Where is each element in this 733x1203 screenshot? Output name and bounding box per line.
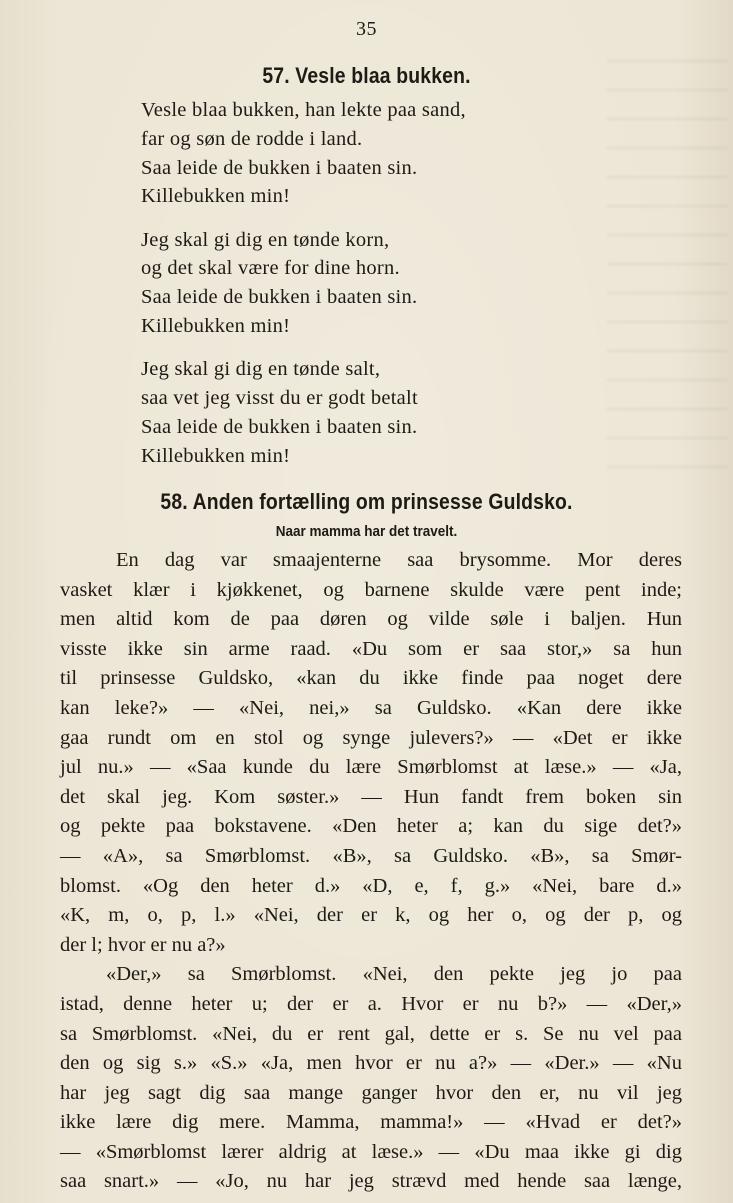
- poem-line: Jeg skal gi dig en tønde korn,: [141, 228, 390, 251]
- poem-line: Saa leide de bukken i baaten sin.: [141, 156, 418, 179]
- text-line: «Der,» sa Smørblomst. «Nei, den pekte jeg jo paa: [106, 963, 682, 986]
- text-line: har jeg sagt dig saa mange ganger hvor den er, nu vil jeg: [60, 1081, 682, 1104]
- text-line: saa snart.» — «Jo, nu har jeg strævd med hende saa længe,: [60, 1170, 682, 1193]
- poem-vesle-blaa-bukken: [141, 96, 601, 485]
- paragraph-1: [60, 546, 682, 960]
- text-line: blomst. «Og den heter d.» «D, e, f, g.» «Nei, bare d.»: [60, 874, 682, 897]
- poem-line: Jeg skal gi dig en tønde salt,: [141, 358, 381, 381]
- page-number: 35: [356, 18, 377, 40]
- text-line: — «Smørblomst lærer aldrig at læse.» — «Du maa ikke gi dig: [60, 1140, 682, 1163]
- poem-line: Killebukken min!: [141, 444, 291, 467]
- stanza-3: [141, 355, 601, 470]
- poem-line: og det skal være for dine horn.: [141, 257, 400, 280]
- text-line: gaa rundt om en stol og synge julevers?» — «Det er ikke: [60, 726, 682, 749]
- text-line: kan leke?» — «Nei, nei,» sa Guldsko. «Kan dere ikke: [60, 696, 682, 719]
- section-58-title: 58. Anden fortælling om prinsesse Guldsko.: [160, 489, 573, 514]
- poem-line: Saa leide de bukken i baaten sin.: [141, 286, 418, 309]
- poem-line: Killebukken min!: [141, 185, 291, 208]
- poem-line: Vesle blaa bukken, han lekte paa sand,: [141, 99, 466, 121]
- text-line: den og sig s.» «S.» «Ja, men hvor er nu a?» — «Der.» — «Nu: [60, 1052, 682, 1075]
- poem-line: far og søn de rodde i land.: [141, 127, 363, 150]
- text-line: «K, m, o, p, l.» «Nei, der er k, og her o, og der p, og: [60, 904, 682, 927]
- text-line: visste ikke sin arme raad. «Du som er saa stor,» sa hun: [60, 637, 682, 660]
- stanza-2: [141, 226, 601, 341]
- text-line: — «A», sa Smørblomst. «B», sa Guldsko. «B», sa Smør-: [60, 844, 682, 867]
- text-line: ikke lære dig mere. Mamma, mamma!» — «Hvad er det?»: [60, 1111, 682, 1134]
- text-line: istad, denne heter u; der er a. Hvor er nu b?» — «Der,»: [60, 992, 682, 1015]
- text-line: men altid kom de paa døren og vilde søle i baljen. Hun: [60, 608, 682, 631]
- text-line: vasket klær i kjøkkenet, og barnene skulde være pent inde;: [60, 578, 682, 601]
- text-line: og pekte paa bokstavene. «Den heter a; kan du sige det?»: [60, 815, 682, 838]
- poem-line: Saa leide de bukken i baaten sin.: [141, 415, 418, 438]
- story-text: [60, 546, 682, 1197]
- text-line: jul nu.» — «Saa kunde du lære Smørblomst at læse.» — «Ja,: [60, 756, 682, 779]
- section-57-title: 57. Vesle blaa bukken.: [262, 63, 471, 88]
- text-line: der l; hvor er nu a?»: [60, 933, 226, 956]
- section-58-subtitle: Naar mamma har det travelt.: [275, 523, 458, 540]
- poem-line: Killebukken min!: [141, 315, 291, 338]
- text-line: sa Smørblomst. «Nei, du er rent gal, dette er s. Se nu vel paa: [60, 1022, 682, 1045]
- show-through-texture: [607, 60, 727, 480]
- text-line: til prinsesse Guldsko, «kan du ikke finde paa noget dere: [60, 667, 682, 690]
- poem-line: saa vet jeg visst du er godt betalt: [141, 387, 418, 410]
- text-line: det skal jeg. Kom søster.» — Hun fandt frem boken sin: [60, 785, 682, 808]
- paragraph-2: [60, 960, 682, 1197]
- text-line: En dag var smaajenterne saa brysomme. Mor deres: [116, 549, 682, 571]
- stanza-1: [141, 96, 601, 211]
